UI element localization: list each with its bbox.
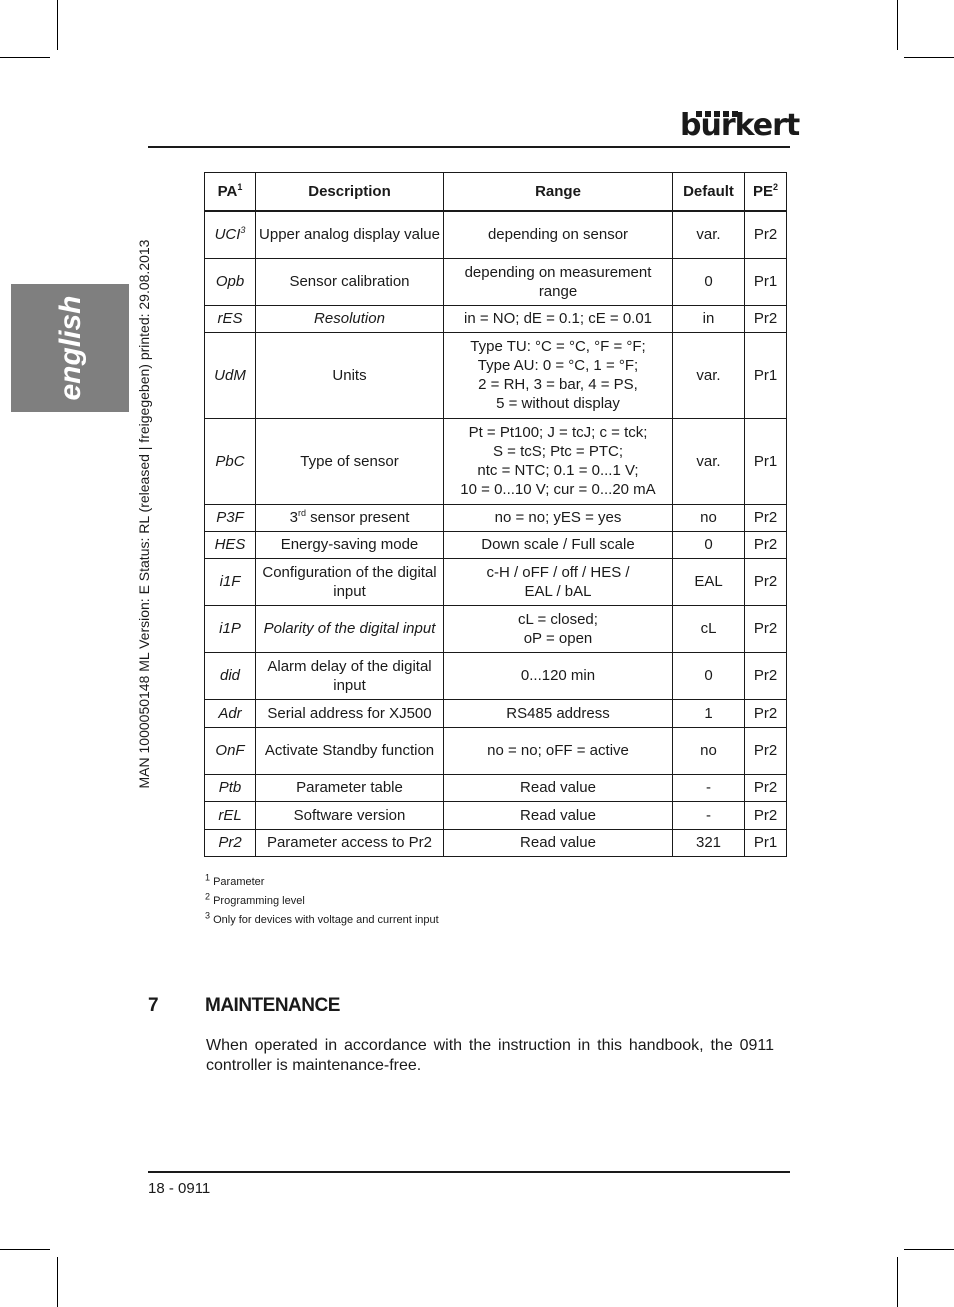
crop-mark (904, 1249, 954, 1250)
cell-default: var. (673, 418, 745, 504)
burkert-logo (680, 104, 800, 143)
crop-mark (904, 57, 954, 58)
header-default: Default (673, 173, 745, 212)
cell-description: Alarm delay of the digital input (256, 652, 444, 699)
cell-pa: i1F (205, 558, 256, 605)
header-pe: $PE^2$ (745, 173, 787, 212)
cell-range: depending on sensor (444, 211, 673, 258)
cell-pa: Ptb (205, 774, 256, 801)
section-title: MAINTENANCE (205, 995, 340, 1016)
cell-default: 321 (673, 829, 745, 856)
cell-pa: UdM (205, 332, 256, 418)
cell-pe: Pr2 (745, 211, 787, 258)
cell-pe: Pr2 (745, 305, 787, 332)
cell-default: in (673, 305, 745, 332)
cell-pe: Pr2 (745, 504, 787, 531)
cell-default: cL (673, 605, 745, 652)
cell-description: Activate Standby function (256, 727, 444, 774)
cell-pa: i1P (205, 605, 256, 652)
cell-pa: did (205, 652, 256, 699)
cell-range: depending on measurement range (444, 258, 673, 305)
cell-range: Pt = Pt100; J = tcJ; c = tck; S = tcS; Ptc = PTC; ntc = NTC; 0.1 = 0...1 V; 10 = 0...10 V; cur = 0...20 mA (444, 418, 673, 504)
footnote: $^3$ Only for devices with voltage and current input (205, 910, 439, 926)
footer-rule (148, 1171, 790, 1173)
section-number: 7 (148, 995, 159, 1016)
cell-range: Type TU: °C = °C, °F = °F; Type AU: 0 = °C, 1 = °F; 2 = RH, 3 = bar, 4 = PS, 5 = without display (444, 332, 673, 418)
cell-default: 0 (673, 531, 745, 558)
cell-pe: Pr2 (745, 801, 787, 829)
cell-range: Read value (444, 829, 673, 856)
crop-mark (897, 1257, 898, 1307)
cell-pa: Pr2 (205, 829, 256, 856)
cell-description: Polarity of the digital input (256, 605, 444, 652)
cell-range: Read value (444, 774, 673, 801)
cell-range: RS485 address (444, 699, 673, 727)
table-row (205, 211, 787, 258)
cell-pe: Pr1 (745, 829, 787, 856)
section-paragraph: When operated in accordance with the instruction in this handbook, the 0911 controller is maintenance-free. (206, 1037, 774, 1074)
table-row (205, 829, 787, 856)
header-pa: $PA^1$ (205, 173, 256, 212)
cell-description: Parameter access to Pr2 (256, 829, 444, 856)
cell-pe: Pr2 (745, 652, 787, 699)
table-row (205, 727, 787, 774)
table-header-row (205, 173, 787, 212)
cell-default: - (673, 801, 745, 829)
cell-description: Upper analog display value (256, 211, 444, 258)
cell-pe: Pr1 (745, 418, 787, 504)
footnotes (205, 873, 439, 930)
cell-range: Read value (444, 801, 673, 829)
cell-description: Parameter table (256, 774, 444, 801)
table-row (205, 531, 787, 558)
header-range: Range (444, 173, 673, 212)
cell-default: var. (673, 332, 745, 418)
cell-description: Type of sensor (256, 418, 444, 504)
crop-mark (0, 1249, 50, 1250)
cell-description: Units (256, 332, 444, 418)
table-row (205, 652, 787, 699)
language-tab-label: english (54, 295, 87, 401)
document-status-text: MAN 1000050148 ML Version: E Status: RL (released | freigegeben) printed: 29.08.2013 (136, 239, 152, 789)
cell-pa: Adr (205, 699, 256, 727)
table-row (205, 699, 787, 727)
cell-description: Software version (256, 801, 444, 829)
crop-mark (0, 57, 50, 58)
cell-pa: HES (205, 531, 256, 558)
cell-pa: UCI$^3$ (205, 211, 256, 258)
cell-pa: PbC (205, 418, 256, 504)
cell-default: 1 (673, 699, 745, 727)
language-tab (11, 284, 129, 412)
header-description: Description (256, 173, 444, 212)
cell-pe: Pr2 (745, 531, 787, 558)
table-row (205, 305, 787, 332)
cell-default: - (673, 774, 745, 801)
footnote: $^1$ Parameter (205, 872, 265, 888)
crop-mark (57, 0, 58, 50)
cell-default: no (673, 504, 745, 531)
cell-range: c-H / oFF / off / HES / EAL / bAL (444, 558, 673, 605)
table-row (205, 258, 787, 305)
cell-pa: OnF (205, 727, 256, 774)
cell-range: no = no; oFF = active (444, 727, 673, 774)
table-row (205, 558, 787, 605)
cell-description: Energy-saving mode (256, 531, 444, 558)
cell-range: Down scale / Full scale (444, 531, 673, 558)
cell-range: cL = closed; oP = open (444, 605, 673, 652)
cell-pe: Pr2 (745, 774, 787, 801)
crop-mark (57, 1257, 58, 1307)
table-row (205, 418, 787, 504)
cell-default: EAL (673, 558, 745, 605)
footnote: $^2$ Programming level (205, 891, 305, 907)
header-rule (148, 146, 790, 148)
cell-range: in = NO; dE = 0.1; cE = 0.01 (444, 305, 673, 332)
table-row (205, 504, 787, 531)
table-row (205, 801, 787, 829)
cell-pa: P3F (205, 504, 256, 531)
table-row (205, 605, 787, 652)
cell-description: Resolution (256, 305, 444, 332)
cell-range: no = no; yES = yes (444, 504, 673, 531)
cell-pe: Pr2 (745, 699, 787, 727)
cell-pe: Pr1 (745, 258, 787, 305)
table-row (205, 774, 787, 801)
cell-range: 0...120 min (444, 652, 673, 699)
cell-description: Serial address for XJ500 (256, 699, 444, 727)
cell-pe: Pr2 (745, 558, 787, 605)
cell-description: 3rd sensor present (256, 504, 444, 531)
cell-description: Configuration of the digital input (256, 558, 444, 605)
table-row (205, 332, 787, 418)
cell-pa: rEL (205, 801, 256, 829)
cell-default: 0 (673, 258, 745, 305)
cell-pa: rES (205, 305, 256, 332)
cell-pa: Opb (205, 258, 256, 305)
cell-pe: Pr2 (745, 605, 787, 652)
parameter-table (204, 172, 787, 857)
crop-mark (897, 0, 898, 50)
cell-pe: Pr1 (745, 332, 787, 418)
cell-description: Sensor calibration (256, 258, 444, 305)
cell-pe: Pr2 (745, 727, 787, 774)
logo-text: burkert (680, 108, 800, 143)
cell-default: var. (673, 211, 745, 258)
cell-default: no (673, 727, 745, 774)
cell-default: 0 (673, 652, 745, 699)
page-number: 18 - 0911 (148, 1180, 211, 1197)
